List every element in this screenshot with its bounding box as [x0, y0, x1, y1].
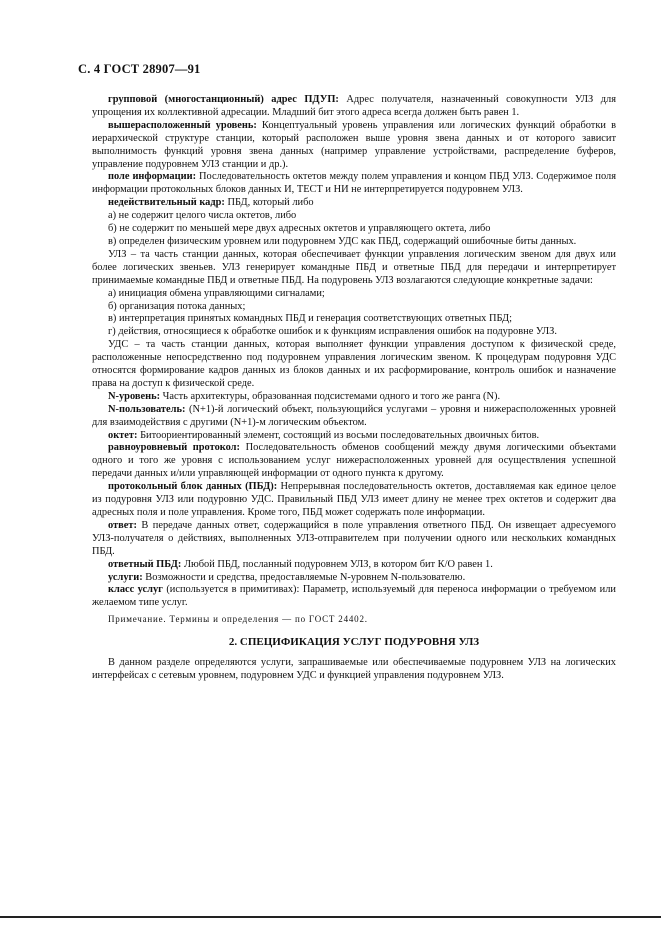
definition-paragraph	[92, 404, 616, 430]
definition-paragraph	[92, 442, 616, 481]
term: N-уровень:	[108, 390, 161, 402]
definition-text: а) не содержит целого числа октетов, либо	[108, 210, 297, 222]
definition-paragraph	[92, 481, 616, 520]
definition-paragraph	[92, 210, 616, 223]
term: недействительный кадр:	[108, 197, 225, 209]
definition-text: Часть архитектуры, образованная подсистемами одного и того же ранга (N).	[160, 390, 501, 402]
definition-paragraph	[92, 584, 616, 610]
page-content	[92, 94, 616, 683]
definition-text: (N+1)-й логический объект, пользующийся услугами – уровня и нижерасположенных уровней для взаимодействия с другими (N+1)-м логическим объектом.	[92, 403, 616, 428]
note: Примечание. Термины и определения — по ГОСТ 24402.	[108, 614, 368, 625]
definition-paragraph	[92, 339, 616, 391]
bottom-rule	[0, 916, 661, 918]
definition-paragraph	[92, 288, 616, 301]
definition-paragraph	[92, 94, 616, 120]
term: N-пользователь:	[108, 403, 186, 415]
definition-text: в) определен физическим уровнем или подуровнем УДС как ПБД, содержащий ошибочные биты данных.	[108, 235, 577, 247]
section-title: 2. СПЕЦИФИКАЦИЯ УСЛУГ ПОДУРОВНЯ УЛЗ	[228, 636, 480, 649]
definition-text: в) интерпретация принятых командных ПБД и генерация соответствующих ответных ПБД;	[108, 313, 513, 325]
definition-paragraph	[92, 326, 616, 339]
definition-text: г) действия, относящиеся к обработке ошибок и к функциям исправления ошибок на подуровне УЛЗ.	[108, 326, 557, 338]
term: протокольный блок данных (ПБД):	[108, 481, 278, 493]
term: услуги:	[108, 571, 143, 583]
term: вышерасположенный уровень:	[108, 119, 257, 131]
term: ответный ПБД:	[108, 558, 182, 570]
definition-text: Адрес получателя, назначенный совокупности УЛЗ для упрощения их коллективной адресации. Младший бит этого адреса всегда должен быть равен 1.	[92, 94, 616, 118]
definition-paragraph	[92, 223, 616, 236]
definition-text: ПБД, который либо	[224, 197, 314, 209]
term: равноуровневый протокол:	[108, 442, 240, 454]
definitions-list	[92, 94, 616, 610]
term: ответ:	[108, 519, 137, 531]
term: поле информации:	[108, 171, 197, 183]
definition-paragraph	[92, 249, 616, 288]
definition-text: б) не содержит по меньшей мере двух адресных октетов и управляющего октета, либо	[108, 223, 491, 235]
definition-paragraph	[92, 520, 616, 559]
definition-text: Битоориентированный элемент, состоящий из восьми последовательных двоичных битов.	[137, 429, 540, 441]
definition-paragraph	[92, 572, 616, 585]
definition-text: Концептуальный уровень управления или логических функций обработки в иерархической структуре станции, который расположен выше уровня звена данных и от которого зависит выполнимость функций уровня звена данных (например управление устройствами, распределение буферов, управление подуровнем УЛЗ станции и др.).	[92, 119, 616, 170]
definition-text: б) организация потока данных;	[108, 300, 246, 312]
definition-paragraph	[92, 430, 616, 443]
section-text: В данном разделе определяются услуги, запрашиваемые или обеспечиваемые подуровнем УЛЗ на логических интерфейсах с сетевым уровнем, подуровнем УДС и функцией управления подуровнем УЛЗ.	[92, 657, 616, 681]
definition-paragraph	[92, 301, 616, 314]
term: класс услуг	[108, 584, 163, 596]
definition-text: Возможности и средства, предоставляемые N-уровнем N-пользователю.	[142, 571, 466, 583]
definition-text: УДС – та часть станции данных, которая выполняет функции управления доступом к физической среде, расположенные непосредственно под подуровнем управления логическим звеном. К процедурам подуровня УДС относятся формирование кадров данных из блоков данных и их расформирование, контроль ошибок и назначение права на доступ к физической среде.	[92, 339, 616, 389]
definition-paragraph	[92, 171, 616, 197]
definition-paragraph	[92, 391, 616, 404]
definition-text: Последовательность октетов между полем управления и концом ПБД УЛЗ. Содержимое поля информации протокольных блоков данных И, ТЕСТ и НИ не интерпретируется подуровнем УЛЗ.	[92, 171, 617, 196]
definition-paragraph	[92, 236, 616, 249]
definition-text: Любой ПБД, посланный подуровнем УЛЗ, в котором бит К/О равен 1.	[181, 558, 493, 570]
term: групповой (многостанционный) адрес ПДУП:	[108, 94, 339, 105]
definition-text: а) инициация обмена управляющими сигналами;	[108, 287, 325, 299]
definition-paragraph	[92, 313, 616, 326]
term: октет:	[108, 429, 138, 441]
definition-text: В передаче данных ответ, содержащийся в поле управления ответного ПБД. Он извещает адресуемого УЛЗ-получателя о действиях, выполненных УЛЗ-отправителем при получении одного или нескольких командных ПБД.	[92, 519, 616, 557]
definition-text: (используется в примитивах): Параметр, используемый для переноса информации о требуемом или желаемом типе услуг.	[92, 584, 616, 609]
definition-text: Непрерывная последовательность октетов, доставляемая как единое целое из подуровня УЛЗ или подуровню УДС. Правильный ПБД УЛЗ имеет длину не менее трех октетов и содержит два адресных поля и поле управления. Кроме того, ПБД может содержать поле информации.	[92, 481, 616, 518]
definition-text: УЛЗ – та часть станции данных, которая обеспечивает функции управления логическим звеном для двух или более логических звеньев. УЛЗ генерирует командные ПБД и ответные ПБД для передачи и интерпретирует принимаемые командные ПБД и ответные ПБД. На подуровень УЛЗ возлагаются следующие конкретные задачи:	[92, 248, 616, 286]
definition-paragraph	[92, 120, 616, 172]
definition-paragraph	[92, 559, 616, 572]
definition-paragraph	[92, 197, 616, 210]
page-header: С. 4 ГОСТ 28907—91	[78, 62, 201, 76]
definition-text: Последовательность обменов сообщений между двумя логическими объектами одного и того же уровня с использованием услуг нижерасположенных уровней для осуществления успешной передачи данных и/или управляющей информации от одного пункта к другому.	[92, 442, 617, 480]
